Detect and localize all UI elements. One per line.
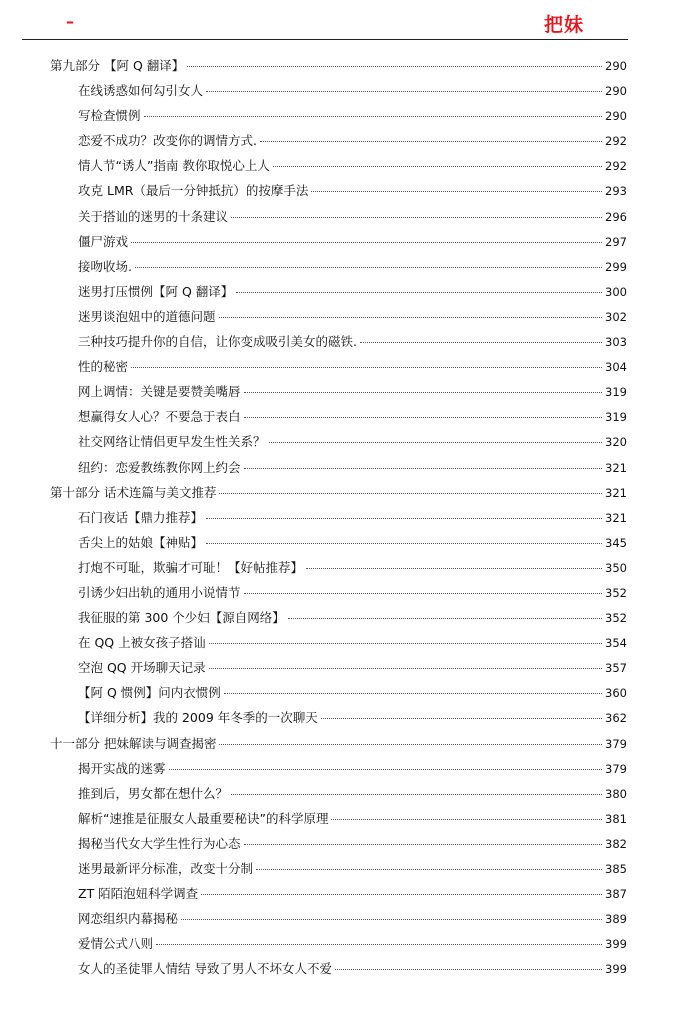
toc-page-number: 352 [605,611,627,626]
toc-entry-row[interactable] [0,806,681,831]
toc-dot-leader [224,681,602,694]
toc-entry-row[interactable] [0,455,681,480]
toc-entry-row[interactable] [0,178,681,203]
toc-page-number: 292 [605,134,627,149]
toc-entry-title: 在 QQ 上被女孩子搭讪 [78,635,206,651]
toc-page-number: 360 [605,686,627,701]
page-header [0,0,681,42]
toc-entry-row[interactable] [0,505,681,530]
toc-dot-leader [231,205,602,218]
toc-entry-row[interactable] [0,781,681,806]
toc-dot-leader [260,129,602,142]
toc-entry-title: 揭开实战的迷雾 [78,760,166,776]
toc-entry-title: 石门夜话【鼎力推荐】 [78,509,204,525]
toc-entry-row[interactable] [0,429,681,454]
toc-entry-row[interactable] [0,680,681,705]
toc-page-number: 399 [605,937,627,952]
toc-page-number: 300 [605,284,627,299]
toc-dot-leader [236,280,602,293]
toc-entry-row[interactable] [0,856,681,881]
table-of-contents [0,53,681,981]
toc-entry-title: 迷男谈泡妞中的道德问题 [78,308,216,324]
toc-dot-leader [156,932,602,945]
toc-entry-link[interactable] [78,204,627,230]
toc-page-number: 321 [605,460,627,475]
toc-entry-title: 解析“速推是征服女人最重要秘诀”的科学原理 [78,810,329,826]
toc-dot-leader [288,606,602,619]
toc-entry-title: 社交网络让情侣更早发生性关系？ [78,434,266,450]
toc-entry-link[interactable] [78,78,627,104]
toc-entry-link[interactable] [78,429,627,455]
toc-entry-row[interactable] [0,881,681,906]
toc-entry-title: 接吻收场. [78,258,132,274]
toc-entry-link[interactable] [78,455,627,481]
toc-entry-row[interactable] [0,78,681,103]
toc-dot-leader [321,706,602,719]
toc-entry-link[interactable] [78,530,627,556]
header-mark: – [66,12,74,31]
toc-entry-row[interactable] [0,555,681,580]
toc-page-number: 387 [605,887,627,902]
toc-entry-row[interactable] [0,580,681,605]
toc-entry-title: 性的秘密 [78,359,129,375]
toc-page-number: 296 [605,209,627,224]
toc-entry-link[interactable] [78,680,627,706]
toc-dot-leader [306,556,602,569]
toc-page-number: 379 [605,761,627,776]
toc-page-number: 357 [605,661,627,676]
toc-dot-leader [244,456,603,469]
toc-entry-link[interactable] [78,956,627,982]
toc-entry-title: 想赢得女人心？不要急于表白 [78,409,241,425]
toc-entry-link[interactable] [78,379,627,405]
toc-page-number: 352 [605,585,627,600]
toc-dot-leader [131,355,602,368]
toc-entry-link[interactable] [78,605,627,631]
toc-entry-link[interactable] [78,103,627,129]
toc-page-number: 319 [605,410,627,425]
toc-page-number: 385 [605,862,627,876]
header-divider [22,39,628,40]
toc-page-number: 382 [605,836,627,851]
toc-entry-link[interactable] [78,254,627,280]
toc-entry-title: 网上调情：关键是要赞美嘴唇 [78,384,241,400]
toc-entry-link[interactable] [78,329,627,355]
toc-dot-leader [244,405,603,418]
toc-entry-title: 【详细分析】我的 2009 年冬季的一次聊天 [78,710,318,726]
toc-entry-row[interactable] [0,831,681,856]
toc-entry-link[interactable] [78,153,627,179]
toc-dot-leader [273,154,602,167]
toc-entry-title: 网恋组织内幕揭秘 [78,911,179,927]
toc-page-number: 293 [605,184,627,199]
toc-page-number: 381 [605,811,627,826]
toc-entry-row[interactable] [0,705,681,730]
toc-entry-title: 迷男打压惯例【阿 Q 翻译】 [78,283,234,299]
toc-dot-leader [244,832,603,845]
toc-entry-title: 关于搭讪的迷男的十条建议 [78,208,229,224]
toc-dot-leader [219,305,603,318]
toc-entry-link[interactable] [78,580,627,606]
toc-entry-link[interactable] [78,781,627,807]
toc-entry-title: 第九部分 【阿 Q 翻译】 [50,58,185,73]
toc-entry-title: 引诱少妇出轨的通用小说情节 [78,584,241,600]
toc-entry-link[interactable] [78,931,627,957]
toc-entry-title: 三种技巧提升你的自信，让你变成吸引美女的磁铁. [78,334,357,350]
toc-entry-title: 僵尸游戏 [78,233,129,249]
toc-dot-leader [269,430,603,443]
toc-entry-title: 第十部分 话术连篇与美文推荐 [50,484,217,500]
toc-entry-row[interactable] [0,229,681,254]
toc-dot-leader [311,179,602,192]
toc-entry-row[interactable] [0,279,681,304]
toc-entry-title: 女人的圣徒罪人情结 导致了男人不坏女人不爱 [78,961,332,977]
toc-entry-row[interactable] [0,204,681,229]
toc-entry-row[interactable] [0,956,681,981]
toc-entry-row[interactable] [0,329,681,354]
toc-entry-title: 揭秘当代女大学生性行为心态 [78,835,241,851]
toc-dot-leader [187,54,602,67]
toc-dot-leader [135,255,602,268]
toc-page-number: 321 [605,485,627,500]
toc-entry-title: ZT 陌陌泡妞科学调查 [78,886,199,902]
toc-entry-title: 攻克 LMR（最后一分钟抵抗）的按摩手法 [78,183,309,199]
toc-entry-link[interactable] [78,856,627,882]
toc-entry-row[interactable] [0,655,681,680]
toc-dot-leader [231,782,602,795]
toc-section-row[interactable] [0,53,681,78]
toc-page-number: 379 [605,736,627,751]
toc-page-number: 399 [605,962,627,977]
toc-page-number: 292 [605,159,627,174]
toc-entry-link[interactable] [78,630,627,656]
toc-entry-link[interactable] [78,555,627,581]
toc-dot-leader [219,481,602,494]
toc-entry-title: 十一部分 把妹解读与调查揭密 [50,735,217,751]
toc-entry-row[interactable] [0,354,681,379]
toc-entry-row[interactable] [0,254,681,279]
toc-entry-row[interactable] [0,906,681,931]
toc-entry-row[interactable] [0,931,681,956]
toc-section-row[interactable] [0,480,681,505]
toc-dot-leader [209,656,602,669]
toc-entry-row[interactable] [0,605,681,630]
toc-entry-title: 在线诱惑如何勾引女人 [78,83,204,99]
toc-page-number: 290 [605,84,627,99]
toc-entry-title: 恋爱不成功？改变你的调情方式. [78,133,257,149]
toc-page-number: 320 [605,435,627,450]
toc-page-number: 303 [605,335,627,350]
toc-entry-title: 迷男最新评分标准，改变十分制 [78,861,254,876]
toc-entry-link[interactable] [78,756,627,782]
toc-entry-link[interactable] [78,831,627,857]
toc-entry-row[interactable] [0,530,681,555]
toc-entry-link[interactable] [78,404,627,430]
toc-entry-title: 打炮不可耻，欺骗才可耻！【好帖推荐】 [78,559,304,575]
toc-page-number: 290 [605,109,627,124]
toc-entry-title: 舌尖上的姑娘【神贴】 [78,534,204,550]
toc-entry-row[interactable] [0,103,681,128]
toc-entry-title: 纽约：恋爱教练教你网上约会 [78,459,241,475]
toc-entry-link[interactable] [78,128,627,154]
toc-dot-leader [206,79,602,92]
toc-page-number: 299 [605,259,627,274]
toc-page-number: 304 [605,360,627,375]
toc-entry-title: 我征服的第 300 个少妇【源自网络】 [78,610,285,626]
toc-entry-link[interactable] [78,304,627,330]
toc-page-number: 302 [605,309,627,324]
toc-page-number: 345 [605,535,627,550]
toc-dot-leader [244,380,603,393]
toc-dot-leader [219,732,602,745]
toc-entry-link[interactable] [78,806,627,832]
toc-entry-link[interactable] [78,229,627,255]
toc-entry-row[interactable] [0,128,681,153]
toc-entry-row[interactable] [0,304,681,329]
toc-entry-row[interactable] [0,756,681,781]
toc-page-number: 297 [605,234,627,249]
toc-entry-row[interactable] [0,153,681,178]
toc-dot-leader [209,631,602,644]
toc-page-number: 362 [605,711,627,726]
toc-dot-leader [131,230,602,243]
toc-page-number: 290 [605,59,627,73]
toc-dot-leader [201,882,602,895]
toc-page-number: 354 [605,636,627,651]
toc-entry-link[interactable] [50,480,627,506]
toc-entry-link[interactable] [50,53,627,79]
toc-entry-title: 空泡 QQ 开场聊天记录 [78,660,206,676]
toc-page-number: 389 [605,912,627,927]
toc-entry-link[interactable] [78,655,627,681]
toc-entry-link[interactable] [78,178,627,204]
toc-dot-leader [256,857,602,870]
toc-dot-leader [244,581,603,594]
toc-dot-leader [206,506,602,519]
toc-dot-leader [169,757,603,770]
toc-entry-title: 推到后，男女都在想什么？ [78,785,229,801]
toc-page-number: 380 [605,786,627,801]
toc-dot-leader [331,807,602,820]
toc-dot-leader [181,907,602,920]
toc-page-number: 350 [605,560,627,575]
toc-entry-link[interactable] [78,705,627,731]
toc-entry-row[interactable] [0,379,681,404]
toc-entry-row[interactable] [0,630,681,655]
toc-section-row[interactable] [0,731,681,756]
toc-dot-leader [335,957,602,970]
toc-entry-link[interactable] [78,279,627,305]
toc-entry-title: 爱情公式八则 [78,936,154,952]
toc-entry-link[interactable] [78,505,627,531]
toc-entry-link[interactable] [78,906,627,932]
toc-entry-title: 写检查惯例 [78,108,141,124]
toc-entry-link[interactable] [50,731,627,757]
toc-dot-leader [360,330,602,343]
toc-page-number: 319 [605,385,627,400]
toc-entry-link[interactable] [78,354,627,380]
header-title: 把妹 [543,14,584,36]
toc-entry-row[interactable] [0,404,681,429]
toc-dot-leader [206,531,602,544]
toc-entry-title: 【阿 Q 惯例】问内衣惯例 [78,685,221,701]
toc-dot-leader [144,104,603,117]
toc-page-number: 321 [605,510,627,525]
toc-entry-title: 情人节“诱人”指南 教你取悦心上人 [78,158,270,174]
toc-entry-link[interactable] [78,881,627,907]
